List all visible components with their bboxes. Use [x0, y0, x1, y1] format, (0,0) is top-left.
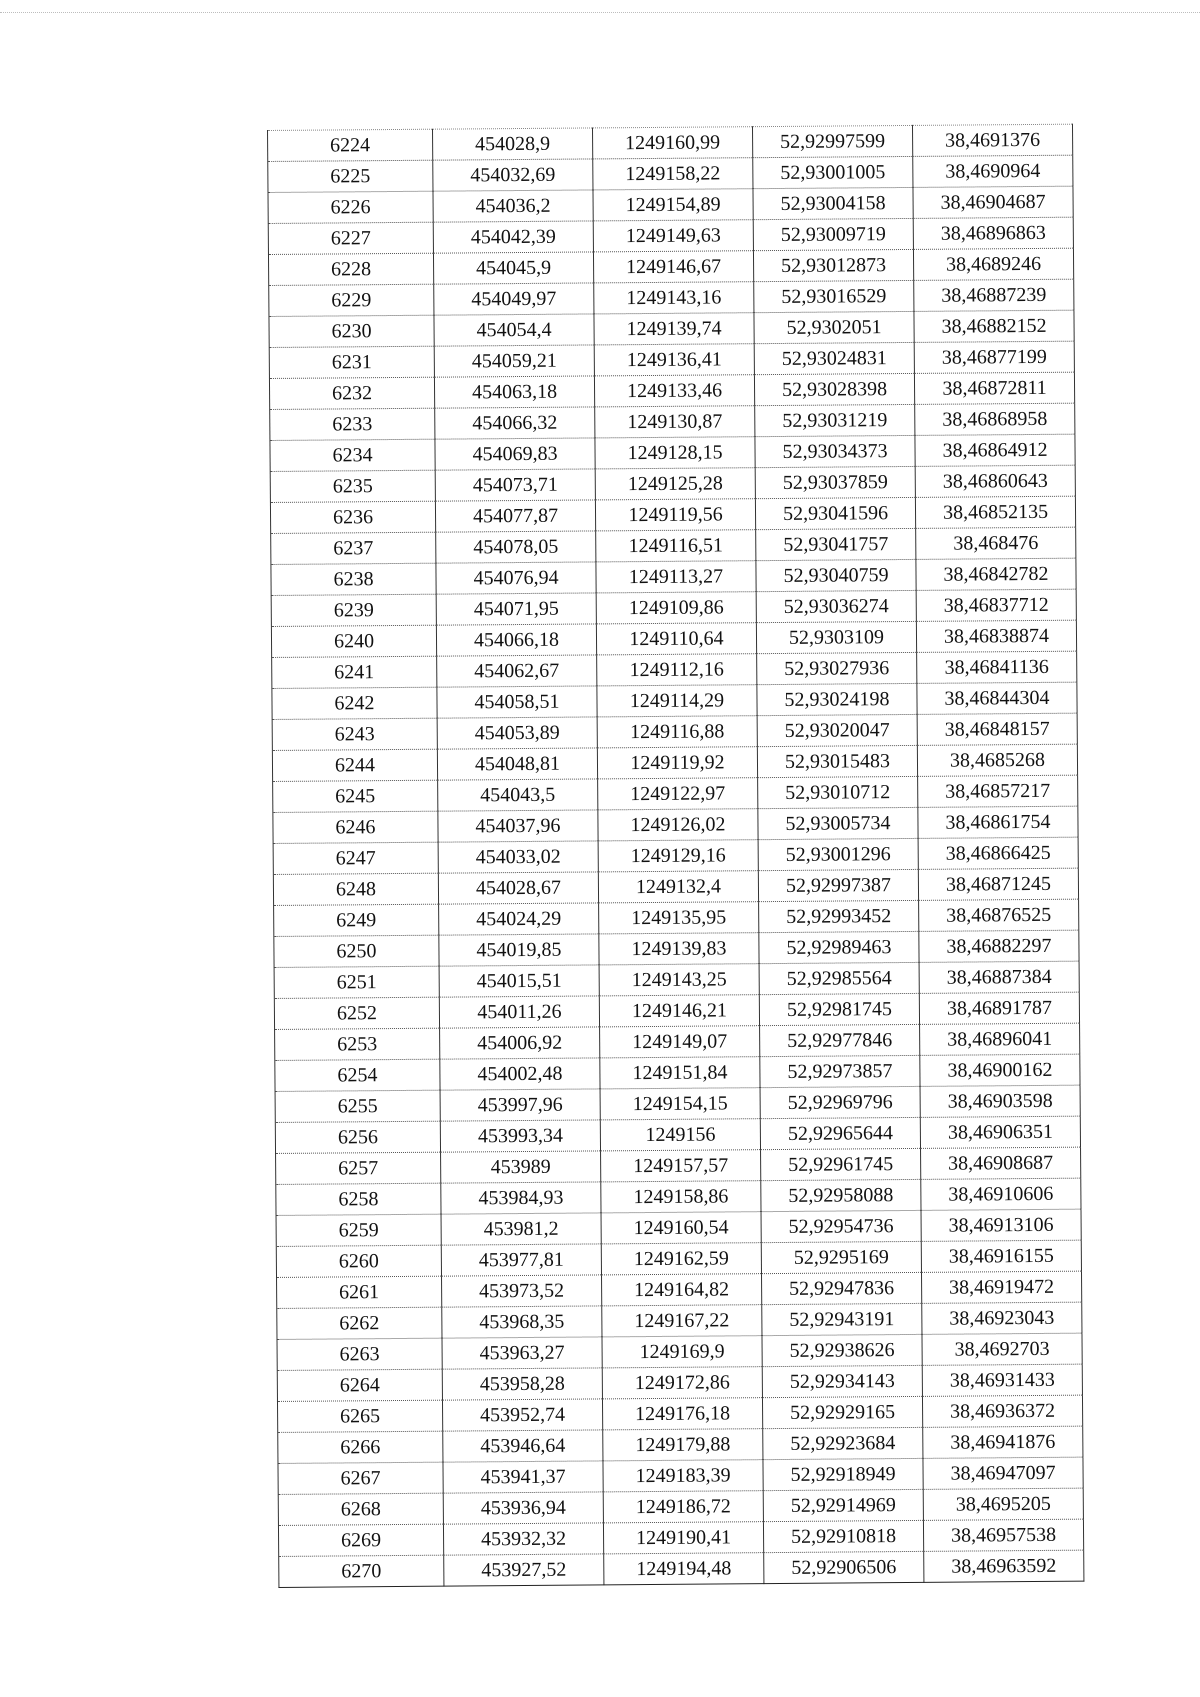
- longitude-cell: 38,46837712: [916, 589, 1076, 621]
- longitude-cell: 38,46900162: [920, 1054, 1080, 1086]
- coordinates-table-body: [268, 124, 1084, 1587]
- point-number-cell: 6235: [270, 470, 435, 502]
- latitude-cell: 52,92981745: [759, 993, 919, 1025]
- x-coordinate-cell: 454071,95: [436, 593, 596, 625]
- x-coordinate-cell: 454042,39: [433, 221, 593, 253]
- y-coordinate-cell: 1249151,84: [600, 1057, 760, 1089]
- longitude-cell: 38,46908687: [921, 1147, 1081, 1179]
- longitude-cell: 38,46947097: [923, 1457, 1083, 1489]
- y-coordinate-cell: 1249162,59: [601, 1243, 761, 1275]
- y-coordinate-cell: 1249149,07: [600, 1026, 760, 1058]
- point-number-cell: 6254: [275, 1059, 440, 1091]
- point-number-cell: 6243: [272, 718, 437, 750]
- y-coordinate-cell: 1249164,82: [602, 1274, 762, 1306]
- longitude-cell: 38,4692703: [922, 1333, 1082, 1365]
- y-coordinate-cell: 1249119,56: [595, 499, 755, 531]
- x-coordinate-cell: 453977,81: [441, 1244, 601, 1276]
- longitude-cell: 38,46872811: [914, 372, 1074, 404]
- longitude-cell: 38,46896041: [920, 1023, 1080, 1055]
- latitude-cell: 52,92997599: [752, 125, 912, 157]
- x-coordinate-cell: 454063,18: [434, 376, 594, 408]
- longitude-cell: 38,46844304: [917, 682, 1077, 714]
- point-number-cell: 6251: [274, 966, 439, 998]
- longitude-cell: 38,46887239: [914, 279, 1074, 311]
- point-number-cell: 6236: [270, 501, 435, 533]
- latitude-cell: 52,92989463: [759, 931, 919, 963]
- latitude-cell: 52,93027936: [757, 652, 917, 684]
- latitude-cell: 52,92985564: [759, 962, 919, 994]
- latitude-cell: 52,93001005: [753, 156, 913, 188]
- longitude-cell: 38,46896863: [913, 217, 1073, 249]
- point-number-cell: 6269: [278, 1524, 443, 1556]
- point-number-cell: 6238: [271, 563, 436, 595]
- latitude-cell: 52,93016529: [754, 280, 914, 312]
- longitude-cell: 38,46941876: [923, 1426, 1083, 1458]
- y-coordinate-cell: 1249119,92: [597, 747, 757, 779]
- longitude-cell: 38,46848157: [917, 713, 1077, 745]
- x-coordinate-cell: 453997,96: [440, 1089, 600, 1121]
- point-number-cell: 6259: [276, 1214, 441, 1246]
- x-coordinate-cell: 453989: [441, 1151, 601, 1183]
- point-number-cell: 6244: [272, 749, 437, 781]
- point-number-cell: 6258: [276, 1183, 441, 1215]
- x-coordinate-cell: 453936,94: [443, 1492, 603, 1524]
- y-coordinate-cell: 1249158,22: [593, 158, 753, 190]
- x-coordinate-cell: 453952,74: [442, 1399, 602, 1431]
- latitude-cell: 52,93024198: [757, 683, 917, 715]
- x-coordinate-cell: 453927,52: [444, 1554, 604, 1586]
- y-coordinate-cell: 1249129,16: [598, 840, 758, 872]
- latitude-cell: 52,9295169: [761, 1241, 921, 1273]
- point-number-cell: 6250: [274, 935, 439, 967]
- longitude-cell: 38,46936372: [922, 1395, 1082, 1427]
- point-number-cell: 6242: [272, 687, 437, 719]
- point-number-cell: 6262: [277, 1307, 442, 1339]
- x-coordinate-cell: 454058,51: [437, 686, 597, 718]
- y-coordinate-cell: 1249133,46: [594, 375, 754, 407]
- longitude-cell: 38,46923043: [922, 1302, 1082, 1334]
- longitude-cell: 38,46876525: [919, 899, 1079, 931]
- scan-top-edge: [0, 12, 1200, 13]
- longitude-cell: 38,46841136: [917, 651, 1077, 683]
- point-number-cell: 6237: [271, 532, 436, 564]
- latitude-cell: 52,93001296: [758, 838, 918, 870]
- x-coordinate-cell: 453993,34: [440, 1120, 600, 1152]
- x-coordinate-cell: 454028,9: [432, 128, 592, 160]
- x-coordinate-cell: 454002,48: [440, 1058, 600, 1090]
- x-coordinate-cell: 454048,81: [437, 748, 597, 780]
- x-coordinate-cell: 453981,2: [441, 1213, 601, 1245]
- point-number-cell: 6224: [268, 129, 433, 161]
- x-coordinate-cell: 453946,64: [443, 1430, 603, 1462]
- x-coordinate-cell: 454043,5: [438, 779, 598, 811]
- point-number-cell: 6227: [268, 222, 433, 254]
- longitude-cell: 38,46919472: [921, 1271, 1081, 1303]
- longitude-cell: 38,4689246: [913, 248, 1073, 280]
- longitude-cell: 38,46842782: [916, 558, 1076, 590]
- latitude-cell: 52,93004158: [753, 187, 913, 219]
- y-coordinate-cell: 1249132,4: [598, 871, 758, 903]
- latitude-cell: 52,93012873: [753, 249, 913, 281]
- longitude-cell: 38,468476: [916, 527, 1076, 559]
- latitude-cell: 52,92973857: [760, 1055, 920, 1087]
- x-coordinate-cell: 454066,32: [435, 407, 595, 439]
- longitude-cell: 38,46957538: [923, 1519, 1083, 1551]
- y-coordinate-cell: 1249128,15: [595, 437, 755, 469]
- point-number-cell: 6256: [275, 1121, 440, 1153]
- longitude-cell: 38,46882152: [914, 310, 1074, 342]
- y-coordinate-cell: 1249116,88: [597, 716, 757, 748]
- longitude-cell: 38,46904687: [913, 186, 1073, 218]
- latitude-cell: 52,93037859: [755, 466, 915, 498]
- point-number-cell: 6267: [278, 1462, 443, 1494]
- latitude-cell: 52,92977846: [760, 1024, 920, 1056]
- x-coordinate-cell: 453968,35: [442, 1306, 602, 1338]
- latitude-cell: 52,92997387: [758, 869, 918, 901]
- longitude-cell: 38,46887384: [919, 961, 1079, 993]
- longitude-cell: 38,46963592: [924, 1550, 1084, 1582]
- x-coordinate-cell: 454045,9: [433, 252, 593, 284]
- y-coordinate-cell: 1249154,15: [600, 1088, 760, 1120]
- x-coordinate-cell: 454049,97: [434, 283, 594, 315]
- latitude-cell: 52,93005734: [758, 807, 918, 839]
- y-coordinate-cell: 1249183,39: [603, 1460, 763, 1492]
- x-coordinate-cell: 453932,32: [443, 1523, 603, 1555]
- latitude-cell: 52,93010712: [758, 776, 918, 808]
- longitude-cell: 38,4691376: [912, 124, 1072, 156]
- latitude-cell: 52,93015483: [757, 745, 917, 777]
- latitude-cell: 52,93041596: [755, 497, 915, 529]
- coordinates-table: [267, 124, 1084, 1588]
- y-coordinate-cell: 1249194,48: [604, 1553, 764, 1585]
- y-coordinate-cell: 1249122,97: [598, 778, 758, 810]
- y-coordinate-cell: 1249158,86: [601, 1181, 761, 1213]
- y-coordinate-cell: 1249172,86: [602, 1367, 762, 1399]
- y-coordinate-cell: 1249114,29: [597, 685, 757, 717]
- x-coordinate-cell: 453984,93: [441, 1182, 601, 1214]
- y-coordinate-cell: 1249143,16: [594, 282, 754, 314]
- x-coordinate-cell: 454053,89: [437, 717, 597, 749]
- longitude-cell: 38,46877199: [914, 341, 1074, 373]
- x-coordinate-cell: 454019,85: [439, 934, 599, 966]
- longitude-cell: 38,46864912: [915, 434, 1075, 466]
- latitude-cell: 52,92958088: [761, 1179, 921, 1211]
- x-coordinate-cell: 454059,21: [434, 345, 594, 377]
- x-coordinate-cell: 454073,71: [435, 469, 595, 501]
- y-coordinate-cell: 1249143,25: [599, 964, 759, 996]
- point-number-cell: 6240: [271, 625, 436, 657]
- latitude-cell: 52,92947836: [761, 1272, 921, 1304]
- longitude-cell: 38,46903598: [920, 1085, 1080, 1117]
- point-number-cell: 6249: [274, 904, 439, 936]
- point-number-cell: 6264: [277, 1369, 442, 1401]
- x-coordinate-cell: 454069,83: [435, 438, 595, 470]
- latitude-cell: 52,93009719: [753, 218, 913, 250]
- point-number-cell: 6270: [279, 1555, 444, 1587]
- y-coordinate-cell: 1249154,89: [593, 189, 753, 221]
- latitude-cell: 52,92993452: [759, 900, 919, 932]
- longitude-cell: 38,46913106: [921, 1209, 1081, 1241]
- y-coordinate-cell: 1249112,16: [597, 654, 757, 686]
- x-coordinate-cell: 453941,37: [443, 1461, 603, 1493]
- longitude-cell: 38,4685268: [917, 744, 1077, 776]
- x-coordinate-cell: 454062,67: [437, 655, 597, 687]
- latitude-cell: 52,92961745: [761, 1148, 921, 1180]
- y-coordinate-cell: 1249113,27: [596, 561, 756, 593]
- longitude-cell: 38,46882297: [919, 930, 1079, 962]
- latitude-cell: 52,92923684: [763, 1427, 923, 1459]
- latitude-cell: 52,93040759: [756, 559, 916, 591]
- y-coordinate-cell: 1249176,18: [602, 1398, 762, 1430]
- point-number-cell: 6266: [278, 1431, 443, 1463]
- y-coordinate-cell: 1249157,57: [601, 1150, 761, 1182]
- latitude-cell: 52,93024831: [754, 342, 914, 374]
- x-coordinate-cell: 454024,29: [439, 903, 599, 935]
- latitude-cell: 52,93034373: [755, 435, 915, 467]
- latitude-cell: 52,92910818: [763, 1520, 923, 1552]
- y-coordinate-cell: 1249167,22: [602, 1305, 762, 1337]
- latitude-cell: 52,9303109: [756, 621, 916, 653]
- point-number-cell: 6229: [269, 284, 434, 316]
- latitude-cell: 52,93036274: [756, 590, 916, 622]
- longitude-cell: 38,46906351: [920, 1116, 1080, 1148]
- y-coordinate-cell: 1249139,74: [594, 313, 754, 345]
- x-coordinate-cell: 454054,4: [434, 314, 594, 346]
- longitude-cell: 38,46891787: [919, 992, 1079, 1024]
- y-coordinate-cell: 1249126,02: [598, 809, 758, 841]
- point-number-cell: 6265: [277, 1400, 442, 1432]
- point-number-cell: 6234: [270, 439, 435, 471]
- x-coordinate-cell: 454078,05: [436, 531, 596, 563]
- point-number-cell: 6248: [273, 873, 438, 905]
- y-coordinate-cell: 1249136,41: [594, 344, 754, 376]
- latitude-cell: 52,92918949: [763, 1458, 923, 1490]
- x-coordinate-cell: 453958,28: [442, 1368, 602, 1400]
- y-coordinate-cell: 1249146,67: [593, 251, 753, 283]
- y-coordinate-cell: 1249139,83: [599, 933, 759, 965]
- y-coordinate-cell: 1249190,41: [603, 1522, 763, 1554]
- x-coordinate-cell: 454032,69: [433, 159, 593, 191]
- longitude-cell: 38,46860643: [915, 465, 1075, 497]
- longitude-cell: 38,46838874: [916, 620, 1076, 652]
- point-number-cell: 6231: [269, 346, 434, 378]
- x-coordinate-cell: 453973,52: [442, 1275, 602, 1307]
- latitude-cell: 52,92929165: [762, 1396, 922, 1428]
- latitude-cell: 52,93020047: [757, 714, 917, 746]
- latitude-cell: 52,92965644: [760, 1117, 920, 1149]
- point-number-cell: 6228: [268, 253, 433, 285]
- y-coordinate-cell: 1249116,51: [596, 530, 756, 562]
- point-number-cell: 6263: [277, 1338, 442, 1370]
- point-number-cell: 6246: [273, 811, 438, 843]
- latitude-cell: 52,92943191: [762, 1303, 922, 1335]
- point-number-cell: 6252: [274, 997, 439, 1029]
- y-coordinate-cell: 1249179,88: [603, 1429, 763, 1461]
- latitude-cell: 52,92906506: [764, 1551, 924, 1583]
- point-number-cell: 6261: [277, 1276, 442, 1308]
- point-number-cell: 6257: [276, 1152, 441, 1184]
- longitude-cell: 38,4690964: [913, 155, 1073, 187]
- longitude-cell: 38,46852135: [915, 496, 1075, 528]
- x-coordinate-cell: 454028,67: [438, 872, 598, 904]
- longitude-cell: 38,46931433: [922, 1364, 1082, 1396]
- longitude-cell: 38,46916155: [921, 1240, 1081, 1272]
- point-number-cell: 6253: [275, 1028, 440, 1060]
- y-coordinate-cell: 1249169,9: [602, 1336, 762, 1368]
- longitude-cell: 38,46857217: [918, 775, 1078, 807]
- latitude-cell: 52,9302051: [754, 311, 914, 343]
- longitude-cell: 38,46866425: [918, 837, 1078, 869]
- latitude-cell: 52,92938626: [762, 1334, 922, 1366]
- y-coordinate-cell: 1249160,54: [601, 1212, 761, 1244]
- y-coordinate-cell: 1249135,95: [599, 902, 759, 934]
- x-coordinate-cell: 453963,27: [442, 1337, 602, 1369]
- y-coordinate-cell: 1249130,87: [595, 406, 755, 438]
- x-coordinate-cell: 454033,02: [438, 841, 598, 873]
- x-coordinate-cell: 454076,94: [436, 562, 596, 594]
- point-number-cell: 6268: [278, 1493, 443, 1525]
- y-coordinate-cell: 1249156: [600, 1119, 760, 1151]
- latitude-cell: 52,92914969: [763, 1489, 923, 1521]
- point-number-cell: 6260: [276, 1245, 441, 1277]
- latitude-cell: 52,92954736: [761, 1210, 921, 1242]
- latitude-cell: 52,92969796: [760, 1086, 920, 1118]
- table-row: [279, 1550, 1084, 1587]
- point-number-cell: 6230: [269, 315, 434, 347]
- point-number-cell: 6245: [273, 780, 438, 812]
- point-number-cell: 6247: [273, 842, 438, 874]
- x-coordinate-cell: 454077,87: [435, 500, 595, 532]
- latitude-cell: 52,93031219: [755, 404, 915, 436]
- point-number-cell: 6255: [275, 1090, 440, 1122]
- x-coordinate-cell: 454037,96: [438, 810, 598, 842]
- point-number-cell: 6233: [270, 408, 435, 440]
- y-coordinate-cell: 1249146,21: [599, 995, 759, 1027]
- y-coordinate-cell: 1249125,28: [595, 468, 755, 500]
- longitude-cell: 38,46871245: [918, 868, 1078, 900]
- longitude-cell: 38,4695205: [923, 1488, 1083, 1520]
- point-number-cell: 6241: [272, 656, 437, 688]
- point-number-cell: 6225: [268, 160, 433, 192]
- x-coordinate-cell: 454036,2: [433, 190, 593, 222]
- latitude-cell: 52,93041757: [756, 528, 916, 560]
- y-coordinate-cell: 1249160,99: [592, 127, 752, 159]
- point-number-cell: 6239: [271, 594, 436, 626]
- x-coordinate-cell: 454011,26: [439, 996, 599, 1028]
- y-coordinate-cell: 1249186,72: [603, 1491, 763, 1523]
- longitude-cell: 38,46861754: [918, 806, 1078, 838]
- latitude-cell: 52,93028398: [754, 373, 914, 405]
- y-coordinate-cell: 1249109,86: [596, 592, 756, 624]
- point-number-cell: 6232: [269, 377, 434, 409]
- x-coordinate-cell: 454006,92: [440, 1027, 600, 1059]
- x-coordinate-cell: 454015,51: [439, 965, 599, 997]
- point-number-cell: 6226: [268, 191, 433, 223]
- x-coordinate-cell: 454066,18: [436, 624, 596, 656]
- longitude-cell: 38,46868958: [915, 403, 1075, 435]
- y-coordinate-cell: 1249149,63: [593, 220, 753, 252]
- longitude-cell: 38,46910606: [921, 1178, 1081, 1210]
- y-coordinate-cell: 1249110,64: [596, 623, 756, 655]
- latitude-cell: 52,92934143: [762, 1365, 922, 1397]
